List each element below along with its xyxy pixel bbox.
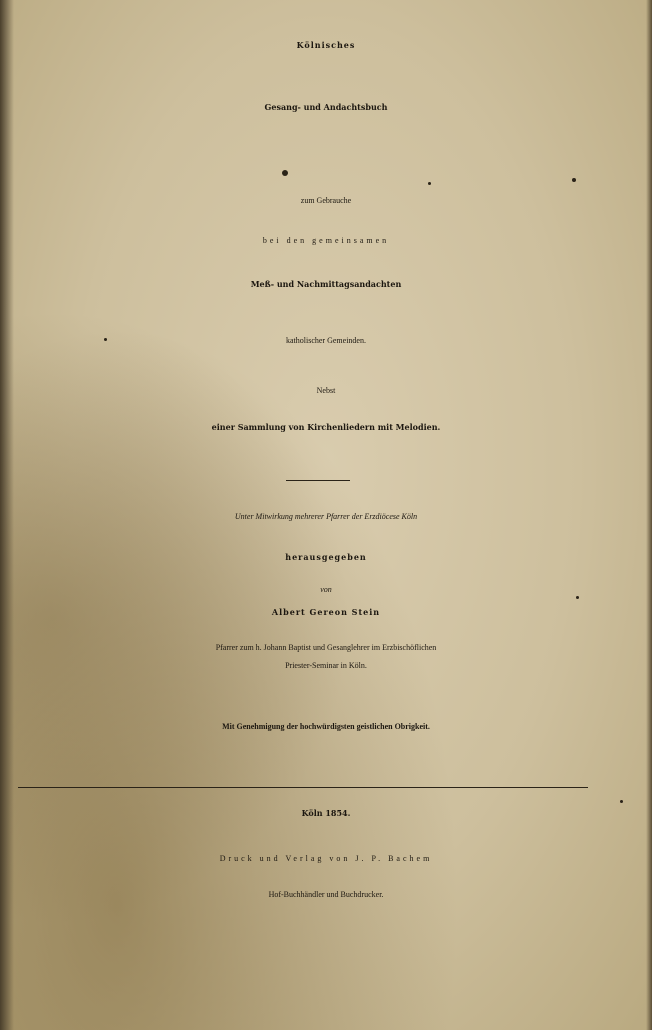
nebst-label: Nebst [316, 386, 336, 395]
author-name: Albert Gereon Stein [271, 607, 381, 617]
short-divider [286, 480, 350, 481]
purpose-intro: zum Gebrauche [300, 196, 352, 205]
purpose-line-2: Meß- und Nachmittagsandachten [250, 279, 402, 289]
purpose-line-1: bei den gemeinsamen [262, 236, 390, 245]
title-line-2: Gesang- und Andachtsbuch [264, 102, 388, 112]
ink-speck [282, 170, 288, 176]
publisher-line: Druck und Verlag von J. P. Bachem [219, 854, 433, 863]
ink-speck [572, 178, 576, 182]
publisher-role: Hof-Buchhändler und Buchdrucker. [268, 890, 384, 899]
author-title-line-2: Priester-Seminar in Köln. [285, 661, 367, 670]
by-label: von [320, 585, 332, 594]
approval-line: Mit Genehmigung der hochwürdigsten geistlichen Obrigkeit. [222, 722, 430, 731]
ink-speck [620, 800, 623, 803]
ink-speck [104, 338, 107, 341]
long-divider [18, 787, 588, 788]
edited-label: herausgegeben [285, 552, 367, 562]
collaboration-line: Unter Mitwirkung mehrerer Pfarrer der Erzdiöcese Köln [234, 512, 418, 521]
place-year: Köln 1854. [301, 808, 351, 818]
purpose-line-3: katholischer Gemeinden. [286, 336, 366, 345]
title-line-1: Kölnisches [296, 40, 356, 50]
author-title-line-1: Pfarrer zum h. Johann Baptist und Gesanglehrer im Erzbischöflichen [215, 643, 437, 652]
supplement-line: einer Sammlung von Kirchenliedern mit Melodien. [211, 422, 441, 432]
ink-speck [576, 596, 579, 599]
ink-speck [428, 182, 431, 185]
